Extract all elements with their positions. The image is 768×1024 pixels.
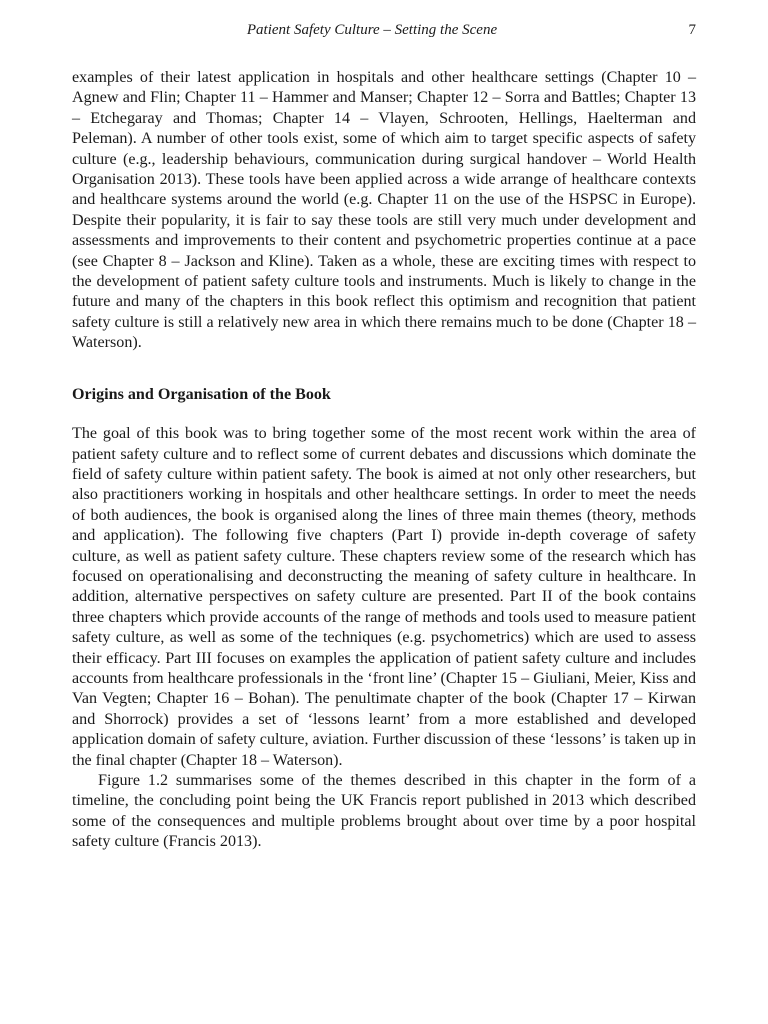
page-number: 7 (688, 22, 696, 38)
paragraph-book-goal: The goal of this book was to bring together some of the most recent work within the area of patient safety culture and to reflect some of current debates and discussions which dominate the field of safety culture within patient safety. The book is aimed at not only other researchers, but also practitioners working in hospitals and other healthcare settings. In order to meet the needs of both audiences, the book is organised along the lines of three main themes (theory, methods and application). The following five chapters (Part I) provide in-depth coverage of safety culture, as well as patient safety culture. These chapters review some of the research which has focused on operationalising and deconstructing the meaning of safety culture in healthcare. In addition, alternative perspectives on safety culture are presented. Part II of the book contains three chapters which provide accounts of the range of methods and tools used to measure patient safety culture, as well as some of the techniques (e.g. psychometrics) which are used to assess their efficacy. Part III focuses on examples the application of patient safety culture and includes accounts from healthcare professionals in the ‘front line’ (Chapter 15 – Giuliani, Meier, Kiss and Van Vegten; Chapter 16 – Bohan). The penultimate chapter of the book (Chapter 17 – Kirwan and Shorrock) provides a set of ‘lessons learnt’ from a more established and developed application domain of safety culture, aviation. Further discussion of these ‘lessons’ is taken up in the final chapter (Chapter 18 – Waterson). (72, 425, 696, 769)
body-text (72, 68, 696, 853)
running-header (72, 20, 696, 40)
paragraph-figure-summary: Figure 1.2 summarises some of the themes described in this chapter in the form of a timeline, the concluding point being the UK Francis report published in 2013 which described some of the consequences and multiple problems brought about over time by a poor hospital safety culture (Francis 2013). (72, 772, 696, 851)
paragraph-continuation: examples of their latest application in hospitals and other healthcare settings (Chapter 10 – Agnew and Flin; Chapter 11 – Hammer and Manser; Chapter 12 – Sorra and Battles; Chapter 13 – Etchegaray and Thomas; Chapter 14 – Vlayen, Schrooten, Hellings, Haelterman and Peleman). A number of other tools exist, some of which aim to target specific aspects of safety culture (e.g., leadership behaviours, communication during surgical handover – World Health Organisation 2013). These tools have been applied across a wide arrange of healthcare contexts and healthcare systems around the world (e.g. Chapter 11 on the use of the HSPSC in Europe). Despite their popularity, it is fair to say these tools are still very much under development and assessments and improvements to their content and psychometric properties continue at a pace (see Chapter 8 – Jackson and Kline). Taken as a whole, these are exciting times with respect to the development of patient safety culture tools and instruments. Much is likely to change in the future and many of the chapters in this book reflect this optimism and recognition that patient safety culture is still a relatively new area in which there remains much to be done (Chapter 18 – Waterson). (72, 69, 696, 352)
section-heading: Origins and Organisation of the Book (72, 385, 331, 403)
running-title: Patient Safety Culture – Setting the Scene (246, 22, 498, 38)
